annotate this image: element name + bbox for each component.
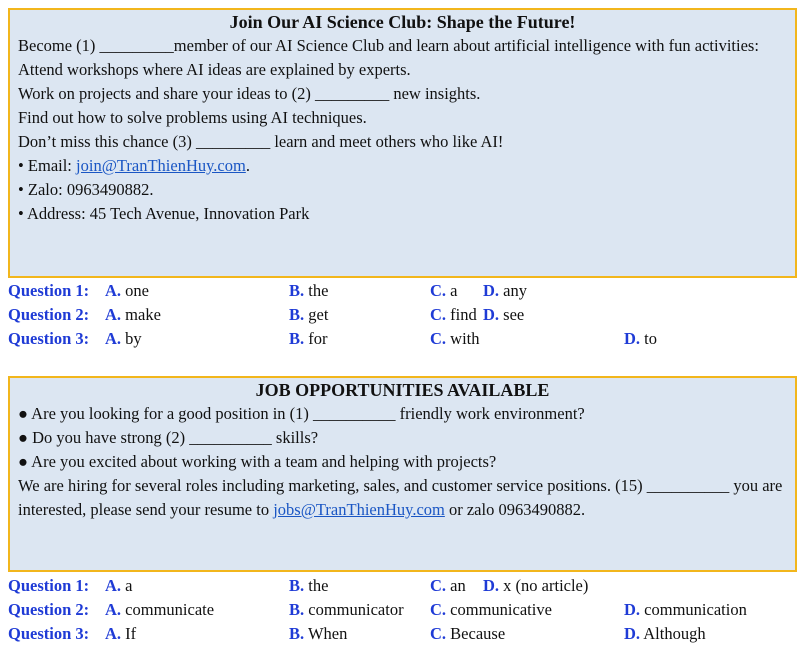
option-d[interactable]: D. Although bbox=[624, 624, 706, 643]
option-a[interactable]: A. one bbox=[105, 281, 149, 300]
option-b[interactable]: B. communicator bbox=[289, 600, 404, 619]
email-period: . bbox=[245, 156, 250, 175]
question-row-2-1 bbox=[8, 574, 798, 598]
option-c[interactable]: C. a bbox=[430, 281, 458, 300]
passage-1-line-5: Don’t miss this chance (3) _________ learn and meet others who like AI! bbox=[18, 132, 504, 151]
passage-1-address: • Address: 45 Tech Avenue, Innovation Park bbox=[18, 204, 310, 223]
option-c[interactable]: C. find bbox=[430, 305, 477, 324]
option-b[interactable]: B. When bbox=[289, 624, 348, 643]
option-a[interactable]: A. communicate bbox=[105, 600, 215, 619]
question-label: Question 1: bbox=[8, 576, 90, 595]
option-c[interactable]: C. Because bbox=[430, 624, 506, 643]
ai-club-passage-box bbox=[8, 8, 797, 278]
passage-2-bullet-2: ● Do you have strong (2) __________ skills? bbox=[18, 428, 319, 447]
question-label: Question 2: bbox=[8, 600, 90, 619]
passage-2-title: JOB OPPORTUNITIES AVAILABLE bbox=[255, 380, 550, 400]
passage-1-line-3: Work on projects and share your ideas to (2) _________ new insights. bbox=[18, 84, 481, 103]
option-a[interactable]: A. by bbox=[105, 329, 142, 348]
option-b[interactable]: B. get bbox=[289, 305, 329, 324]
passage-1-title: Join Our AI Science Club: Shape the Future! bbox=[229, 12, 576, 32]
option-b[interactable]: B. the bbox=[289, 281, 329, 300]
paragraph-tail: or zalo 0963490882. bbox=[444, 500, 586, 519]
passage-1-email-line bbox=[18, 154, 787, 178]
option-c[interactable]: C. with bbox=[430, 329, 480, 348]
option-d[interactable]: D. to bbox=[624, 329, 658, 348]
question-label: Question 2: bbox=[8, 305, 90, 324]
question-label: Question 3: bbox=[8, 329, 90, 348]
option-d[interactable]: D. see bbox=[483, 305, 525, 324]
passage-1-line-2: Attend workshops where AI ideas are explained by experts. bbox=[18, 60, 411, 79]
job-opportunities-box bbox=[8, 376, 797, 572]
question-row-1-2 bbox=[8, 303, 798, 327]
question-label: Question 1: bbox=[8, 281, 90, 300]
passage-2-bullet-1: ● Are you looking for a good position in (1) __________ friendly work environment? bbox=[18, 404, 585, 423]
option-d[interactable]: D. x (no article) bbox=[483, 576, 589, 595]
option-a[interactable]: A. If bbox=[105, 624, 137, 643]
question-row-1-3 bbox=[8, 327, 798, 351]
club-email-link[interactable]: join@TranThienHuy.com bbox=[76, 156, 246, 175]
question-label: Question 3: bbox=[8, 624, 90, 643]
jobs-email-link[interactable]: jobs@TranThienHuy.com bbox=[273, 500, 445, 519]
question-row-2-3 bbox=[8, 622, 798, 646]
passage-1-body bbox=[10, 34, 795, 226]
option-d[interactable]: D. any bbox=[483, 281, 527, 300]
passage-1-line-1: Become (1) _________member of our AI Science Club and learn about artificial intelligence with fun activities: bbox=[18, 36, 759, 55]
option-c[interactable]: C. an bbox=[430, 576, 466, 595]
passage-1-line-4: Find out how to solve problems using AI techniques. bbox=[18, 108, 367, 127]
passage-1-zalo: • Zalo: 0963490882. bbox=[18, 180, 154, 199]
passage-2-bullet-3: ● Are you excited about working with a team and helping with projects? bbox=[18, 452, 497, 471]
paragraph-text: We are hiring for several roles including marketing, sales, and customer service positions. (15) __________ you are interested, please send your resume to bbox=[18, 476, 783, 519]
passage-2-body bbox=[10, 402, 795, 522]
option-d[interactable]: D. communication bbox=[624, 600, 747, 619]
option-b[interactable]: B. for bbox=[289, 329, 328, 348]
passage-2-paragraph bbox=[18, 474, 787, 522]
question-row-1-1 bbox=[8, 279, 798, 303]
question-row-2-2 bbox=[8, 598, 798, 622]
option-c[interactable]: C. communicative bbox=[430, 600, 552, 619]
option-b[interactable]: B. the bbox=[289, 576, 329, 595]
email-label: • Email: bbox=[18, 156, 77, 175]
option-a[interactable]: A. make bbox=[105, 305, 161, 324]
option-a[interactable]: A. a bbox=[105, 576, 133, 595]
